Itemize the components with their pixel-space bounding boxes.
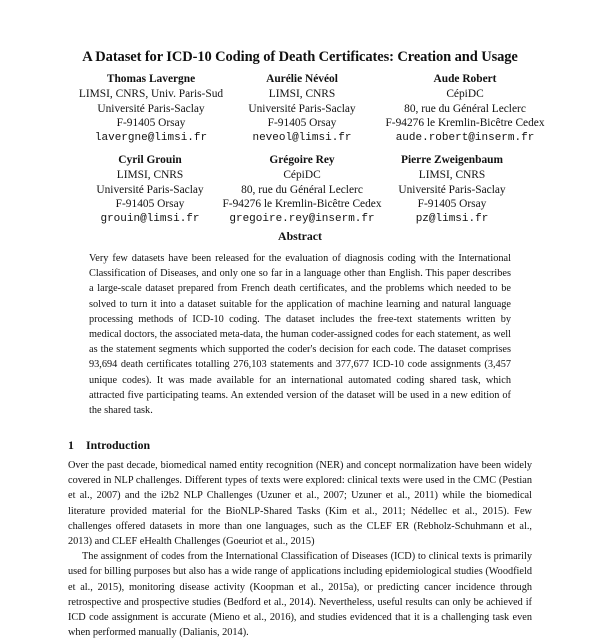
section-number: 1 — [68, 438, 74, 452]
author-address: F-91405 Orsay — [417, 198, 487, 211]
body-paragraph: The assignment of codes from the International Classification of Diseases (ICD) to clinical texts is primarily used for billing purposes but also has a wide range of applications including epidemiological studies (Woodfield et al., 2015), monitoring disease activity (Koopman et al., 2015a), or predicting cancer incidence through retrospective and prospective studies (Bedford et al., 2014). Nevertheless, useful results can only be achieved if ICD code assignment is accurate (Mieno et al., 2016), and studies evidenced that it is a challenging task even when performed manually (Dalianis, 2014). — [68, 551, 532, 639]
section-title: Introduction — [86, 438, 151, 452]
author-affiliation: CépiDC — [283, 168, 321, 181]
author-address: F-91405 Orsay — [115, 198, 185, 211]
author-name: Thomas Lavergne — [106, 73, 196, 85]
body-paragraph: Over the past decade, biomedical named entity recognition (NER) and concept normalization have been widely covered in NLP challenges. Different types of texts were explored: clinical texts were used in the CMC (Pestian et al., 2007) and the i2b2 NLP Challenges (Uzuner et al., 2007; Uzuner et al., 2011) while the biomedical literature provided material for the BioNLP-Shared Tasks (Kim et al., 2011; Nédellec et al., 2015). Few challenges offered datasets in more than one languages, such as the CLEF ER (Rebholz-Schuhmann et al., 2013) and CLEF eHealth Challenges (Goeuriot et al., 2015) — [68, 460, 532, 548]
section-body — [68, 458, 532, 640]
author-affiliation: LIMSI, CNRS — [116, 168, 184, 181]
author-affiliation: Université Paris-Saclay — [398, 183, 506, 196]
author-email: gregoire.rey@inserm.fr — [229, 213, 375, 226]
author-address: F-94276 le Kremlin-Bicêtre Cedex — [385, 117, 545, 130]
author-affiliation: LIMSI, CNRS, Univ. Paris-Sud — [78, 87, 224, 100]
author-address: F-91405 Orsay — [267, 117, 337, 130]
abstract-heading: Abstract — [278, 229, 322, 243]
author-name: Aude Robert — [433, 73, 497, 85]
author-block — [375, 72, 555, 146]
author-affiliation: Université Paris-Saclay — [97, 102, 205, 115]
abstract-text: Very few datasets have been released for the evaluation of diagnosis coding with the International Classification of Diseases, and only one so far in a language other than English. This paper describes a large-scale dataset prepared from French death certificates, and the problems which needed to be solved to turn it into a dataset suitable for the application of machine learning and natural language processing methods of ICD-10 coding. The dataset includes the free-text statements written by medical doctors, the associated meta-data, the human coder-assigned codes for each statement, as well as the statement segments which supported the coder's decision for each code. The dataset comprises 93,694 death certificates totalling 276,103 statements and 377,677 ICD-10 code assignments (3,457 unique codes). It was made available for an international automated coding shared task, which attracted five participating teams. An extended version of the dataset will be used in a new edition of the shared task. — [89, 253, 511, 417]
author-address: F-91405 Orsay — [116, 117, 186, 130]
author-name: Aurélie Névéol — [266, 73, 338, 85]
author-email: aude.robert@inserm.fr — [395, 132, 535, 145]
author-affiliation: LIMSI, CNRS — [418, 168, 486, 181]
author-affiliation: Université Paris-Saclay — [96, 183, 204, 196]
author-affiliation: CépiDC — [446, 87, 484, 100]
author-name: Cyril Grouin — [118, 154, 182, 166]
author-name: Pierre Zweigenbaum — [401, 154, 503, 166]
author-name: Grégoire Rey — [269, 154, 335, 166]
author-block — [217, 72, 387, 146]
section-heading — [68, 438, 150, 453]
author-address: 80, rue du Général Leclerc — [404, 102, 526, 115]
author-block — [66, 72, 236, 146]
paper-title: A Dataset for ICD-10 Coding of Death Certificates: Creation and Usage — [82, 49, 518, 65]
author-email: pz@limsi.fr — [415, 213, 489, 226]
author-email: lavergne@limsi.fr — [94, 132, 208, 145]
author-affiliation: LIMSI, CNRS — [268, 87, 336, 100]
author-email: neveol@limsi.fr — [252, 132, 352, 145]
author-address: F-94276 le Kremlin-Bicêtre Cedex — [222, 198, 382, 211]
author-address: 80, rue du Général Leclerc — [241, 183, 363, 196]
author-block — [367, 153, 537, 227]
author-affiliation: Université Paris-Saclay — [248, 102, 356, 115]
author-email: grouin@limsi.fr — [100, 213, 200, 226]
